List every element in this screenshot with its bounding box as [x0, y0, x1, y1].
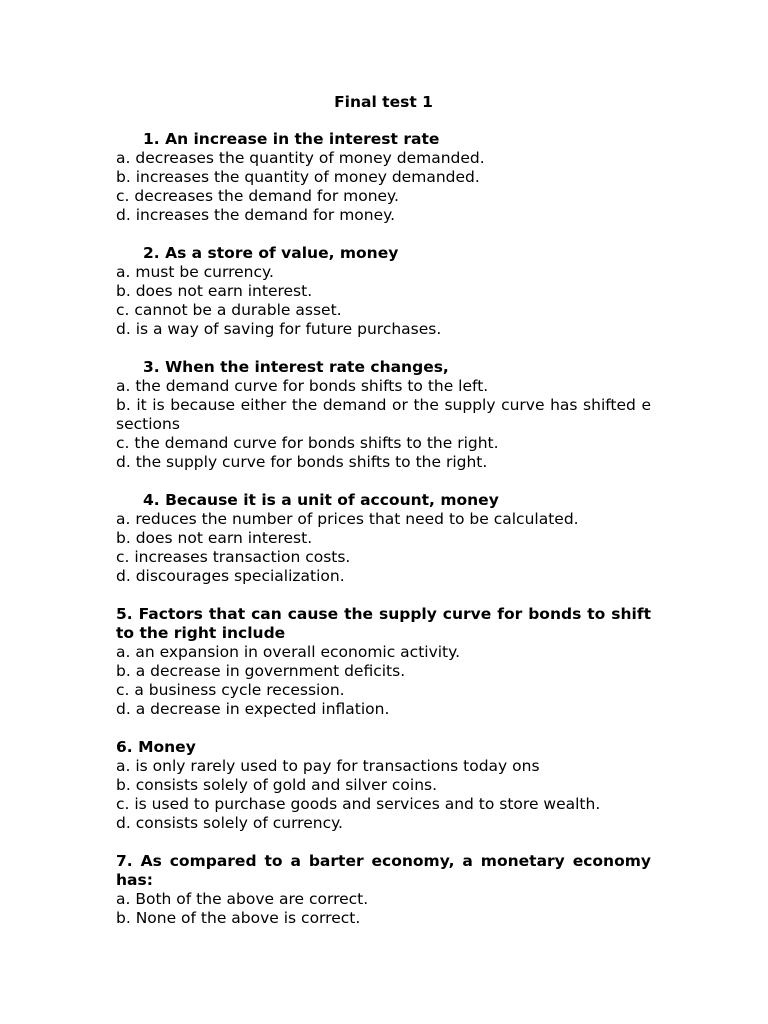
answer-option-b: b. None of the above is correct. [116, 909, 361, 927]
answer-option-c: c. decreases the demand for money. [116, 187, 399, 205]
answer-option-b: b. does not earn interest. [116, 529, 313, 547]
answer-option-a: a. is only rarely used to pay for transactions today ons [116, 757, 540, 775]
question-2 [116, 244, 651, 339]
answer-option-a: a. decreases the quantity of money demanded. [116, 149, 485, 167]
answer-option-c: c. the demand curve for bonds shifts to the right. [116, 434, 499, 452]
answer-option-d: d. is a way of saving for future purchases. [116, 320, 442, 338]
answer-option-b: b. increases the quantity of money demanded. [116, 168, 480, 186]
answer-option-a: a. Both of the above are correct. [116, 890, 369, 908]
answer-option-b: b. it is because either the demand or the supply curve has shifted e sections [116, 396, 651, 433]
document-title: Final test 1 [334, 93, 433, 111]
answer-option-d: d. discourages specialization. [116, 567, 345, 585]
answer-option-b: b. a decrease in government deficits. [116, 662, 406, 680]
answer-option-d: d. a decrease in expected inflation. [116, 700, 390, 718]
answer-option-c: c. cannot be a durable asset. [116, 301, 342, 319]
question-heading: 7. As compared to a barter economy, a monetary economy has: [116, 852, 651, 889]
answer-option-c: c. a business cycle recession. [116, 681, 345, 699]
answer-option-d: d. the supply curve for bonds shifts to the right. [116, 453, 488, 471]
question-heading: 6. Money [116, 738, 196, 756]
answer-option-a: a. reduces the number of prices that need to be calculated. [116, 510, 579, 528]
answer-option-b: b. does not earn interest. [116, 282, 313, 300]
answer-option-d: d. increases the demand for money. [116, 206, 396, 224]
question-heading: 4. Because it is a unit of account, money [143, 491, 499, 509]
question-7 [116, 852, 651, 928]
answer-option-a: a. the demand curve for bonds shifts to the left. [116, 377, 489, 395]
answer-option-b: b. consists solely of gold and silver coins. [116, 776, 438, 794]
question-heading: 3. When the interest rate changes, [143, 358, 449, 376]
question-3 [116, 358, 651, 472]
question-heading: 1. An increase in the interest rate [143, 130, 440, 148]
answer-option-d: d. consists solely of currency. [116, 814, 343, 832]
question-heading: 5. Factors that can cause the supply curve for bonds to shift to the right include [116, 605, 651, 642]
answer-option-a: a. must be currency. [116, 263, 274, 281]
question-heading: 2. As a store of value, money [143, 244, 399, 262]
question-4 [116, 491, 651, 586]
question-1 [116, 130, 651, 225]
answer-option-a: a. an expansion in overall economic activity. [116, 643, 461, 661]
question-6 [116, 738, 651, 833]
answer-option-c: c. increases transaction costs. [116, 548, 351, 566]
question-5 [116, 605, 651, 719]
document-content [116, 93, 651, 947]
answer-option-c: c. is used to purchase goods and services and to store wealth. [116, 795, 601, 813]
